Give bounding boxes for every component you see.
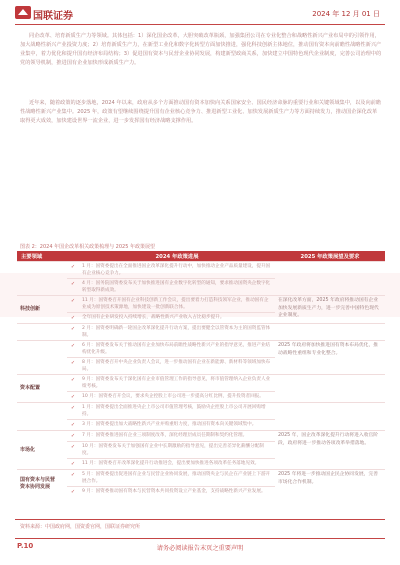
check-mark-icon: ✓ — [67, 487, 79, 498]
brand-logo-icon — [15, 6, 31, 19]
outlook-cell: 2025 年政府将加快推进国有资本布局优化，推动战略性重组和专业化整合。 — [275, 341, 385, 375]
progress-cell: 2 月：国资委明确新一轮国企改革深化提升行动方案，提出要健全以管资本为主的国资监管体制。 — [79, 324, 275, 341]
check-mark-icon: ✓ — [67, 341, 79, 358]
paragraph-text-1: 同企改革、培育新质生产力等领域。其体包括：1）深化国企改革，大胆突破改革瓶颈，加强集团公司在专业化整合和战略性新兴产业布局中的引领作用，加大战略性新兴产业投资力度；2）培育新质生产力，在新型工业化和数字化转型方面加快推进，强化科技创新主体地位，推动国有资本向前瞻性战略性新兴产业集中，着力优化和提升国有经济布局结构；3）促进国有资本与民营企业协同发展，构建新型政商关系，加快建立中国特色现代企业制度，完善公司治理中的党的领导机制，推进国有企业加快形成新质生产力。 — [20, 33, 382, 66]
progress-cell: 1 月：国资委提出全面推进央企上市公司市值管理考核，鼓励央企控股上市公司开展回购增持。 — [79, 403, 275, 420]
category-cell: 国有资本与民营 资本协同发展 — [17, 470, 67, 498]
progress-cell: 11 月：国资委召开改革深化提升行动推进会，提出要加快推进各项改革任务落地见效。 — [79, 459, 275, 470]
check-mark-icon: ✓ — [67, 403, 79, 420]
category-cell: 资本配置 — [17, 375, 67, 403]
category-cell — [17, 403, 67, 431]
col-header-area: 主要领域 — [17, 251, 67, 262]
page-header — [0, 0, 400, 24]
progress-cell: 9 月：国资委发布关于深化国有企业市值管理工作的指导意见，将市值管理纳入企业负责人业绩考核。 — [79, 375, 275, 392]
table-bottom-rule — [15, 519, 385, 520]
policy-table — [17, 251, 385, 497]
check-mark-icon: ✓ — [67, 279, 79, 296]
check-mark-icon: ✓ — [67, 442, 79, 459]
check-mark-icon: ✓ — [67, 459, 79, 470]
source-note: 资料来源：中国政府网，国资委官网，国联证券研究所 — [20, 524, 141, 530]
check-mark-icon: ✓ — [67, 313, 79, 324]
table-body — [17, 262, 385, 498]
category-cell — [17, 341, 67, 375]
progress-cell: 9 月：国资委推动国有资本与民营资本共同投资设立产业基金，支持战略性新兴产业发展。 — [79, 487, 275, 498]
progress-cell: 1 月：国资委提出在全面推进国企改革深化提升行动中，加快推动企业产品质量建设，提升国有企业核心竞争力。 — [79, 262, 275, 279]
intro-paragraph-1 — [20, 32, 382, 68]
col-header-progress: 2024 年政策进展 — [79, 251, 275, 262]
report-date: 2024 年 12 月 01 日 — [312, 10, 380, 18]
table-header-row — [17, 251, 385, 262]
table-row — [17, 470, 385, 487]
progress-cell: 4 月：国务院国资委发布关于加快推进国有企业数字化转型的通知，要求推动国资央企数字化转型取得新成效。 — [79, 279, 275, 296]
outlook-cell — [275, 324, 385, 341]
category-cell — [17, 324, 67, 341]
check-mark-icon: ✓ — [67, 262, 79, 279]
outlook-cell: 在深化改革方面，2025 年政府将推动国有企业加快发展新质生产力，进一步完善中国特色现代企业制度。 — [275, 296, 385, 324]
col-header-mark — [67, 251, 79, 262]
category-cell: 科技创新 — [17, 296, 67, 324]
col-header-outlook: 2025 年政策展望及要求 — [275, 251, 385, 262]
check-mark-icon: ✓ — [67, 470, 79, 487]
progress-cell: 7 月：国资委推进国有企业三项制度改革，深化经理层成员任期制和契约化管理。 — [79, 431, 275, 442]
check-mark-icon: ✓ — [67, 420, 79, 431]
check-mark-icon: ✓ — [67, 392, 79, 403]
footer-disclaimer: 请务必阅读报告末页之重要声明 — [156, 545, 244, 552]
check-mark-icon: ✓ — [67, 431, 79, 442]
progress-cell: 3 月：国资委提出加大战略性新兴产业并购重组力度，推动国有资本向关键领域集中。 — [79, 420, 275, 431]
table-row — [17, 403, 385, 420]
check-mark-icon: ✓ — [67, 358, 79, 375]
outlook-cell — [275, 375, 385, 403]
table-row — [17, 296, 385, 313]
table-row — [17, 262, 385, 279]
table-row — [17, 375, 385, 392]
check-mark-icon: ✓ — [67, 296, 79, 313]
brand-name: 国联证券 — [33, 11, 73, 22]
outlook-cell — [275, 262, 385, 296]
category-cell — [17, 262, 67, 296]
intro-paragraph-2 — [20, 99, 382, 126]
progress-cell: 全年国有企业研发投入持续增长，战略性新兴产业收入占比稳步提升。 — [79, 313, 275, 324]
table-row — [17, 324, 385, 341]
outlook-cell: 2025 年，国企改革深化提升行动将进入收官阶段，政府将进一步推动各项改革举措落地。 — [275, 431, 385, 470]
header-rule — [15, 24, 385, 25]
check-mark-icon: ✓ — [67, 375, 79, 392]
progress-cell: 10 月：国资委发布关于加强国有企业中长期激励的指导意见，提出完善差异化薪酬分配制度。 — [79, 442, 275, 459]
progress-cell: 5 月：国资委提出促进国有企业与民营企业协同发展，推动国资央企与民企在产业链上下游开展合作。 — [79, 470, 275, 487]
footer-rule — [15, 538, 385, 539]
table-row — [17, 341, 385, 358]
check-mark-icon: ✓ — [67, 324, 79, 341]
paragraph-text-2: 近年来，随着政策的逐步落地，2024 年以来，政府从多个方面推动国有资本加快向关系国家安全、国民经济命脉的重要行业和关键领域集中，以及向前瞻性战略性新兴产业集中。2025 年，政策有望继续围绕提升国有企业核心竞争力、推进新型工业化、加快发展新质生产力等方面持续发力，推动国企深化改革取得更大成效，加快建设世界一流企业，进一步发挥国有经济战略支撑作用。 — [20, 100, 382, 124]
progress-cell: 6 月：国资委发布关于推动国有企业加快布局前瞻性战略性新兴产业的指导意见，推进产业结构优化升级。 — [79, 341, 275, 358]
table-row — [17, 431, 385, 442]
category-cell: 市场化 — [17, 431, 67, 470]
progress-cell: 11 月：国资委召开国有企业科技创新工作会议，提出要着力打造科技领军企业，推动国有企业成为原创技术策源地，加快建设一批创新联合体。 — [79, 296, 275, 313]
outlook-cell — [275, 403, 385, 431]
progress-cell: 10 月：国资委召开会议，要求央企控股上市公司进一步提高分红比例，提升投资者回报。 — [79, 392, 275, 403]
page-number: P.10 — [17, 542, 34, 550]
table-title: 图表 2：2024 年国企改革相关政策梳理与 2025 年政策展望 — [20, 244, 155, 250]
progress-cell: 8 月：国资委召开中央企业负责人会议，进一步推动国有企业在新能源、新材料等领域加快布局。 — [79, 358, 275, 375]
outlook-cell: 2025 年将进一步推动国企民企协同发展，完善市场化合作机制。 — [275, 470, 385, 498]
